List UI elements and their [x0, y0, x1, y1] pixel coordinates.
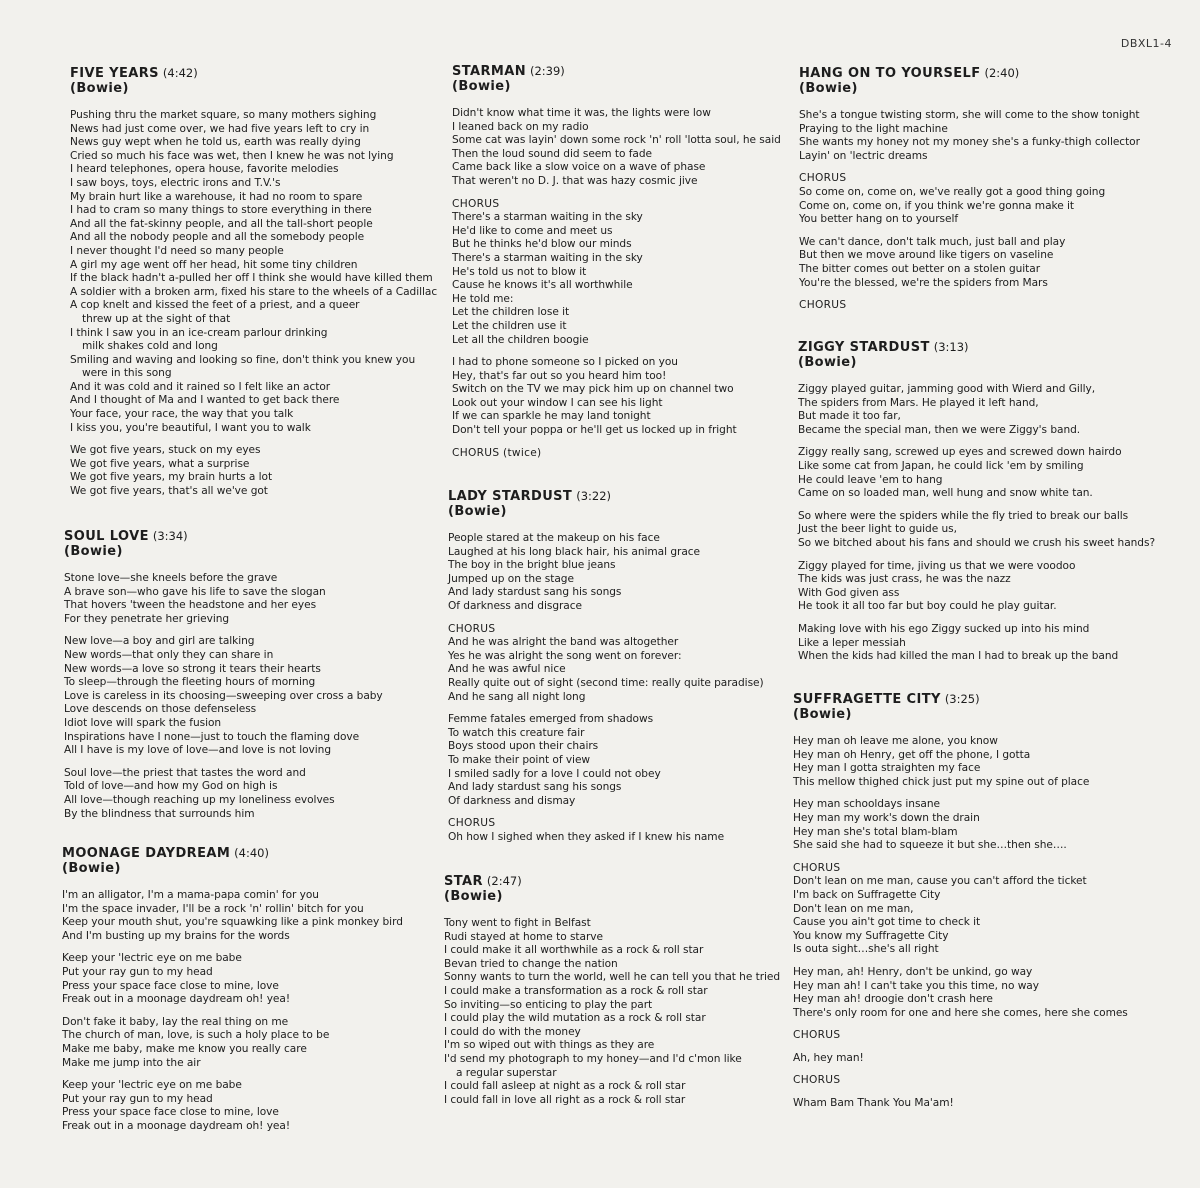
lyric-line: Freak out in a moonage daydream oh! yea! — [62, 993, 291, 1006]
lyric-line: He'd like to come and meet us — [452, 224, 613, 237]
lyric-line: If we can sparkle he may land tonight — [452, 410, 651, 423]
song-suffragette-city — [793, 692, 1128, 1120]
lyric-line: Love descends on those defenseless — [64, 703, 257, 716]
lyric-line: We got five years, that's all we've got — [70, 485, 268, 498]
song-duration: (4:40) — [234, 846, 269, 860]
lyric-line: Femme fatales emerged from shadows — [448, 713, 654, 726]
lyric-line: I kiss you, you're beautiful, I want you to walk — [70, 421, 311, 434]
song-moonage-daydream — [62, 846, 403, 1143]
stanza — [62, 1079, 403, 1133]
lyric-line: With God given ass — [798, 586, 900, 599]
lyric-line: Laughed at his long black hair, his animal grace — [448, 545, 701, 558]
lyric-line: By the blindness that surrounds him — [64, 807, 255, 820]
lyric-line: I'd send my photograph to my honey—and I'd c'mon like — [444, 1052, 742, 1065]
lyric-line: Is outa sight…she's all right — [793, 943, 939, 956]
lyric-line: Really quite out of sight (second time: really quite paradise) — [448, 676, 764, 689]
lyric-line: I could fall in love all right as a rock & roll star — [444, 1093, 686, 1106]
stanza — [448, 623, 764, 705]
lyric-line: Came back like a slow voice on a wave of phase — [452, 161, 706, 174]
lyric-line: There's only room for one and here she comes, here she comes — [793, 1006, 1128, 1019]
song-author: (Bowie) — [444, 889, 503, 904]
lyric-line: Like some cat from Japan, he could lick 'em by smiling — [798, 459, 1084, 472]
lyric-line: If the black hadn't a-pulled her off I think she would have killed them — [70, 272, 433, 285]
lyric-line: milk shakes cold and long — [82, 340, 218, 353]
song-starman — [452, 64, 781, 469]
song-soul-love — [64, 529, 383, 830]
lyrics — [448, 532, 764, 844]
stanza — [64, 635, 383, 757]
song-heading — [798, 340, 1155, 355]
song-title: LADY STARDUST — [448, 489, 573, 504]
lyric-line: Of darkness and disgrace — [448, 599, 582, 612]
lyric-line: She said she had to squeeze it but she…then she…. — [793, 839, 1067, 852]
lyric-line: A cop knelt and kissed the feet of a priest, and a queer — [70, 299, 360, 312]
lyric-line: I'm back on Suffragette City — [793, 888, 941, 901]
lyric-line: And lady stardust sang his songs — [448, 586, 622, 599]
lyric-line: Stone love—she kneels before the grave — [64, 572, 278, 584]
song-author: (Bowie) — [799, 81, 858, 96]
stanza — [70, 109, 437, 435]
lyrics — [793, 735, 1128, 1111]
lyric-line: Make me jump into the air — [62, 1056, 201, 1069]
lyric-line: Hey man oh Henry, get off the phone, I gotta — [793, 748, 1031, 761]
lyric-line: You know my Suffragette City — [793, 929, 949, 942]
lyric-line: News guy wept when he told us, earth was really dying — [70, 136, 361, 149]
song-duration: (2:40) — [984, 66, 1020, 80]
stanza — [70, 444, 437, 498]
song-author: (Bowie) — [798, 355, 857, 370]
song-ziggy-stardust — [798, 340, 1155, 673]
lyric-line: The kids was just crass, he was the nazz — [798, 573, 1011, 586]
lyric-line: Keep your mouth shut, you're squawking like a pink monkey bird — [62, 916, 403, 929]
lyric-line: There's a starman waiting in the sky — [452, 251, 643, 264]
lyric-line: We got five years, my brain hurts a lot — [70, 471, 273, 484]
lyric-line: Sonny wants to turn the world, well he can tell you that he tried — [444, 971, 781, 984]
lyric-line: To sleep—through the fleeting hours of morning — [64, 676, 316, 689]
chorus-label: CHORUS — [793, 1029, 841, 1042]
song-duration: (2:47) — [486, 874, 522, 888]
stanza — [793, 1097, 1128, 1111]
lyric-line: New words—that only they can share in — [64, 648, 274, 661]
lyric-line: And I'm busting up my brains for the words — [62, 929, 290, 942]
lyric-line: Like a leper messiah — [798, 636, 906, 649]
lyric-line: And he sang all night long — [448, 690, 586, 703]
lyric-line: That hovers 'tween the headstone and her eyes — [64, 599, 317, 612]
song-duration: (3:25) — [944, 692, 980, 706]
lyrics — [798, 383, 1155, 664]
stanza — [793, 1029, 1128, 1043]
lyric-line: Come on, come on, if you think we're gonna make it — [799, 199, 1075, 212]
chorus-label: CHORUS — [799, 299, 847, 312]
stanza — [798, 446, 1155, 500]
lyric-line: Ah, hey man! — [793, 1051, 864, 1064]
song-heading — [799, 66, 1140, 81]
lyric-line: Making love with his ego Ziggy sucked up into his mind — [798, 622, 1090, 635]
stanza — [793, 1074, 1128, 1088]
lyric-line: And all the fat-skinny people, and all the tall-short people — [70, 217, 373, 230]
song-author: (Bowie) — [62, 861, 121, 876]
lyric-line: And it was cold and it rained so I felt like an actor — [70, 380, 331, 393]
stanza — [452, 198, 781, 348]
stanza — [452, 356, 781, 438]
lyric-line: Don't lean on me man, — [793, 902, 914, 915]
lyric-line: My brain hurt like a warehouse, it had no room to spare — [70, 190, 363, 203]
lyric-line: Look out your window I can see his light — [452, 396, 663, 409]
lyric-line: Inspirations have I none—just to touch the flaming dove — [64, 730, 360, 743]
chorus-label: CHORUS (twice) — [452, 446, 542, 459]
lyric-line: So where were the spiders while the fly tried to break our balls — [798, 509, 1129, 522]
lyric-line: Came on so loaded man, well hung and snow white tan. — [798, 487, 1093, 500]
lyric-line: Make me baby, make me know you really care — [62, 1042, 307, 1055]
lyric-line: You better hang on to yourself — [799, 213, 959, 226]
song-title: MOONAGE DAYDREAM — [62, 846, 231, 861]
stanza — [62, 1016, 403, 1070]
lyric-line: were in this song — [82, 367, 172, 380]
chorus-label: CHORUS — [793, 1074, 841, 1087]
song-heading — [62, 846, 403, 861]
lyric-line: There's a starman waiting in the sky — [452, 211, 643, 224]
song-author: (Bowie) — [448, 504, 507, 519]
lyric-line: Freak out in a moonage daydream oh! yea! — [62, 1119, 291, 1132]
song-title: STARMAN — [452, 64, 526, 79]
lyric-line: I heard telephones, opera house, favorite melodies — [70, 163, 339, 176]
lyric-line: Hey, that's far out so you heard him too! — [452, 369, 667, 382]
lyric-line: Press your space face close to mine, love — [62, 979, 279, 992]
lyric-line: Cried so much his face was wet, then I knew he was not lying — [70, 149, 394, 162]
lyric-line: Hey man she's total blam-blam — [793, 825, 958, 838]
stanza — [799, 236, 1140, 290]
stanza — [798, 560, 1155, 614]
song-heading — [448, 489, 764, 504]
song-star — [444, 874, 780, 1116]
lyric-line: Hey man schooldays insane — [793, 798, 941, 811]
stanza — [448, 713, 764, 808]
stanza — [448, 817, 764, 844]
lyric-line: I could make it all worthwhile as a rock & roll star — [444, 944, 704, 957]
lyric-line: Soul love—the priest that tastes the word and — [64, 766, 306, 779]
lyric-line: She's a tongue twisting storm, she will come to the show tonight — [799, 109, 1140, 121]
lyric-line: Jumped up on the stage — [448, 572, 574, 585]
lyric-line: a regular superstar — [456, 1066, 557, 1079]
stanza — [793, 735, 1128, 789]
song-heading — [793, 692, 1128, 707]
song-duration: (2:39) — [529, 64, 565, 78]
song-duration: (4:42) — [162, 66, 198, 80]
chorus-label: CHORUS — [452, 197, 500, 210]
stanza — [64, 767, 383, 821]
lyric-line: We can't dance, don't talk much, just ball and play — [799, 235, 1066, 248]
lyric-line: Don't fake it baby, lay the real thing on me — [62, 1015, 289, 1028]
lyric-line: I'm the space invader, I'll be a rock 'n' rollin' bitch for you — [62, 902, 364, 915]
lyric-line: Don't lean on me man, cause you can't afford the ticket — [793, 875, 1087, 888]
lyric-line: So come on, come on, we've really got a good thing going — [799, 185, 1106, 198]
lyric-line: Ziggy played guitar, jamming good with Wierd and Gilly, — [798, 383, 1096, 395]
lyric-line: New words—a love so strong it tears their hearts — [64, 662, 321, 675]
lyric-line: Cause you ain't got time to check it — [793, 916, 981, 929]
lyric-line: Told of love—and how my God on high is — [64, 780, 278, 793]
lyric-line: He's told us not to blow it — [452, 265, 587, 278]
lyric-line: Press your space face close to mine, love — [62, 1106, 279, 1119]
lyric-line: I smiled sadly for a love I could not obey — [448, 767, 661, 780]
lyric-line: The spiders from Mars. He played it left hand, — [798, 396, 1039, 409]
song-heading — [452, 64, 781, 79]
stanza — [793, 1052, 1128, 1066]
lyric-line: Oh how I sighed when they asked if I knew his name — [448, 830, 725, 843]
lyric-line: I never thought I'd need so many people — [70, 244, 284, 257]
chorus-label: CHORUS — [793, 861, 841, 874]
lyric-line: And he was alright the band was altogether — [448, 636, 679, 649]
lyric-line: I had to cram so many things to store everything in there — [70, 204, 372, 217]
lyric-line: Rudi stayed at home to starve — [444, 930, 603, 943]
song-five-years — [70, 66, 437, 508]
lyric-line: Hey man oh leave me alone, you know — [793, 735, 998, 747]
song-author: (Bowie) — [452, 79, 511, 94]
lyrics — [62, 889, 403, 1134]
lyric-line: For they penetrate her grieving — [64, 612, 230, 625]
lyrics — [64, 572, 383, 821]
stanza — [448, 532, 764, 614]
stanza — [798, 623, 1155, 664]
lyric-line: And he was awful nice — [448, 663, 566, 676]
lyric-line: Let all the children boogie — [452, 333, 589, 346]
lyric-line: Put your ray gun to my head — [62, 1092, 213, 1105]
song-heading — [444, 874, 780, 889]
song-duration: (3:22) — [576, 489, 612, 503]
lyric-line: You're the blessed, we're the spiders from Mars — [799, 276, 1048, 289]
song-title: HANG ON TO YOURSELF — [799, 66, 981, 81]
lyric-line: Of darkness and dismay — [448, 794, 576, 807]
lyric-line: This mellow thighed chick just put my spine out of place — [793, 775, 1090, 788]
song-duration: (3:34) — [152, 529, 188, 543]
lyric-line: Put your ray gun to my head — [62, 965, 213, 978]
lyric-line: And all the nobody people and all the somebody people — [70, 231, 365, 244]
song-heading — [70, 66, 437, 81]
lyric-line: Became the special man, then we were Ziggy's band. — [798, 423, 1081, 436]
lyric-line: Don't tell your poppa or he'll get us locked up in fright — [452, 424, 737, 437]
stanza — [799, 299, 1140, 313]
lyric-line: Bevan tried to change the nation — [444, 957, 618, 970]
lyrics — [799, 109, 1140, 313]
lyric-line: That weren't no D. J. that was hazy cosmic jive — [452, 174, 698, 187]
lyric-line: Layin' on 'lectric dreams — [799, 149, 928, 162]
lyrics — [452, 107, 781, 460]
song-title: SOUL LOVE — [64, 529, 149, 544]
lyric-line: Then the loud sound did seem to fade — [452, 147, 652, 160]
lyric-line: I could do with the money — [444, 1025, 581, 1038]
song-title: ZIGGY STARDUST — [798, 340, 930, 355]
lyric-line: I could play the wild mutation as a rock & roll star — [444, 1012, 706, 1025]
song-author: (Bowie) — [793, 707, 852, 722]
lyric-line: A soldier with a broken arm, fixed his stare to the wheels of a Cadillac — [70, 285, 438, 298]
lyric-line: Keep your 'lectric eye on me babe — [62, 952, 242, 965]
lyric-line: Hey man my work's down the drain — [793, 811, 980, 824]
lyric-line: I'm so wiped out with things as they are — [444, 1039, 655, 1052]
lyric-line: Yes he was alright the song went on forever: — [448, 649, 682, 662]
song-hang-on-to-yourself — [799, 66, 1140, 322]
lyric-line: So we bitched about his fans and should we crush his sweet hands? — [798, 536, 1156, 549]
lyric-line: All love—though reaching up my loneliness evolves — [64, 793, 335, 806]
stanza — [798, 510, 1155, 551]
stanza — [793, 798, 1128, 852]
lyric-line: To watch this creature fair — [448, 726, 585, 739]
song-author: (Bowie) — [64, 544, 123, 559]
lyric-line: When the kids had killed the man I had to break up the band — [798, 650, 1119, 663]
lyric-line: And I thought of Ma and I wanted to get back there — [70, 394, 340, 407]
lyrics — [70, 109, 437, 499]
lyric-line: I could make a transformation as a rock & roll star — [444, 984, 708, 997]
lyric-line: Hey man I gotta straighten my face — [793, 762, 981, 775]
lyric-line: Hey man, ah! Henry, don't be unkind, go way — [793, 965, 1033, 978]
lyric-line: I saw boys, toys, electric irons and T.V.'s — [70, 176, 281, 189]
lyric-line: He told me: — [452, 292, 514, 305]
song-title: SUFFRAGETTE CITY — [793, 692, 941, 707]
lyric-line: I think I saw you in an ice-cream parlour drinking — [70, 326, 328, 339]
lyric-line: All I have is my love of love—and love is not loving — [64, 744, 332, 757]
stanza — [452, 107, 781, 189]
lyric-line: Your face, your race, the way that you talk — [70, 408, 294, 421]
lyric-line: We got five years, stuck on my eyes — [70, 444, 261, 457]
lyrics — [444, 917, 780, 1107]
stanza — [799, 109, 1140, 163]
lyric-line: Some cat was layin' down some rock 'n' roll 'lotta soul, he said — [452, 134, 781, 147]
chorus-label: CHORUS — [448, 817, 496, 830]
lyric-line: But he thinks he'd blow our minds — [452, 238, 632, 251]
song-duration: (3:13) — [933, 340, 969, 354]
stanza — [444, 917, 780, 1107]
lyric-line: Tony went to fight in Belfast — [444, 917, 591, 929]
lyric-line: We got five years, what a surprise — [70, 457, 250, 470]
stanza — [452, 447, 781, 461]
lyric-line: So inviting—so enticing to play the part — [444, 998, 653, 1011]
lyric-line: Love is careless in its choosing—sweeping over cross a baby — [64, 689, 383, 702]
lyric-line: threw up at the sight of that — [82, 312, 231, 325]
stanza — [799, 172, 1140, 226]
song-title: STAR — [444, 874, 483, 889]
lyric-line: Pushing thru the market square, so many mothers sighing — [70, 109, 377, 121]
lyric-line: Keep your 'lectric eye on me babe — [62, 1079, 242, 1092]
lyric-line: Boys stood upon their chairs — [448, 740, 599, 753]
lyric-line: A girl my age went off her head, hit some tiny children — [70, 258, 358, 271]
stanza — [793, 966, 1128, 1020]
song-title: FIVE YEARS — [70, 66, 159, 81]
lyric-line: New love—a boy and girl are talking — [64, 635, 255, 648]
lyric-line: I leaned back on my radio — [452, 120, 589, 133]
lyric-line: Let the children lose it — [452, 306, 570, 319]
song-lady-stardust — [448, 489, 764, 853]
lyric-line: Hey man ah! I can't take you this time, no way — [793, 979, 1039, 992]
lyric-line: People stared at the makeup on his face — [448, 532, 660, 544]
lyric-line: A brave son—who gave his life to save the slogan — [64, 585, 326, 598]
lyric-line: Switch on the TV we may pick him up on channel two — [452, 383, 734, 396]
stanza — [64, 572, 383, 626]
lyric-line: I had to phone someone so I picked on you — [452, 356, 678, 369]
lyric-line: Let the children use it — [452, 319, 567, 332]
lyric-line: Hey man ah! droogie don't crash here — [793, 993, 993, 1006]
catalog-number: DBXL1-4 — [1120, 37, 1172, 50]
lyric-line: I'm an alligator, I'm a mama-papa comin' for you — [62, 889, 319, 901]
lyric-line: Ziggy really sang, screwed up eyes and screwed down hairdo — [798, 446, 1122, 459]
lyric-line: The church of man, love, is such a holy place to be — [62, 1029, 330, 1042]
lyric-line: Praying to the light machine — [799, 122, 948, 135]
lyric-line: The bitter comes out better on a stolen guitar — [799, 262, 1041, 275]
lyric-line: Smiling and waving and looking so fine, don't think you knew you — [70, 353, 416, 366]
lyric-line: But then we move around like tigers on vaseline — [799, 249, 1054, 262]
lyric-line: Cause he knows it's all worthwhile — [452, 279, 633, 292]
lyric-line: To make their point of view — [448, 753, 591, 766]
lyric-line: Didn't know what time it was, the lights were low — [452, 107, 711, 119]
lyric-line: But made it too far, — [798, 410, 901, 423]
lyric-line: And lady stardust sang his songs — [448, 781, 622, 794]
song-author: (Bowie) — [70, 81, 129, 96]
lyric-line: I could fall asleep at night as a rock & roll star — [444, 1080, 686, 1093]
stanza — [793, 862, 1128, 957]
stanza — [798, 383, 1155, 437]
lyric-line: Wham Bam Thank You Ma'am! — [793, 1097, 954, 1110]
lyric-line: She wants my honey not my money she's a funky-thigh collector — [799, 136, 1140, 149]
lyric-line: The boy in the bright blue jeans — [448, 559, 616, 572]
chorus-label: CHORUS — [448, 622, 496, 635]
lyric-line: Just the beer light to guide us, — [798, 523, 957, 536]
chorus-label: CHORUS — [799, 172, 847, 185]
lyric-line: News had just come over, we had five years left to cry in — [70, 122, 370, 135]
lyric-line: He could leave 'em to hang — [798, 473, 943, 486]
lyric-line: Ziggy played for time, jiving us that we were voodoo — [798, 559, 1076, 572]
lyric-line: He took it all too far but boy could he play guitar. — [798, 600, 1057, 613]
lyric-line: Idiot love will spark the fusion — [64, 716, 222, 729]
stanza — [62, 889, 403, 943]
song-heading — [64, 529, 383, 544]
stanza — [62, 952, 403, 1006]
